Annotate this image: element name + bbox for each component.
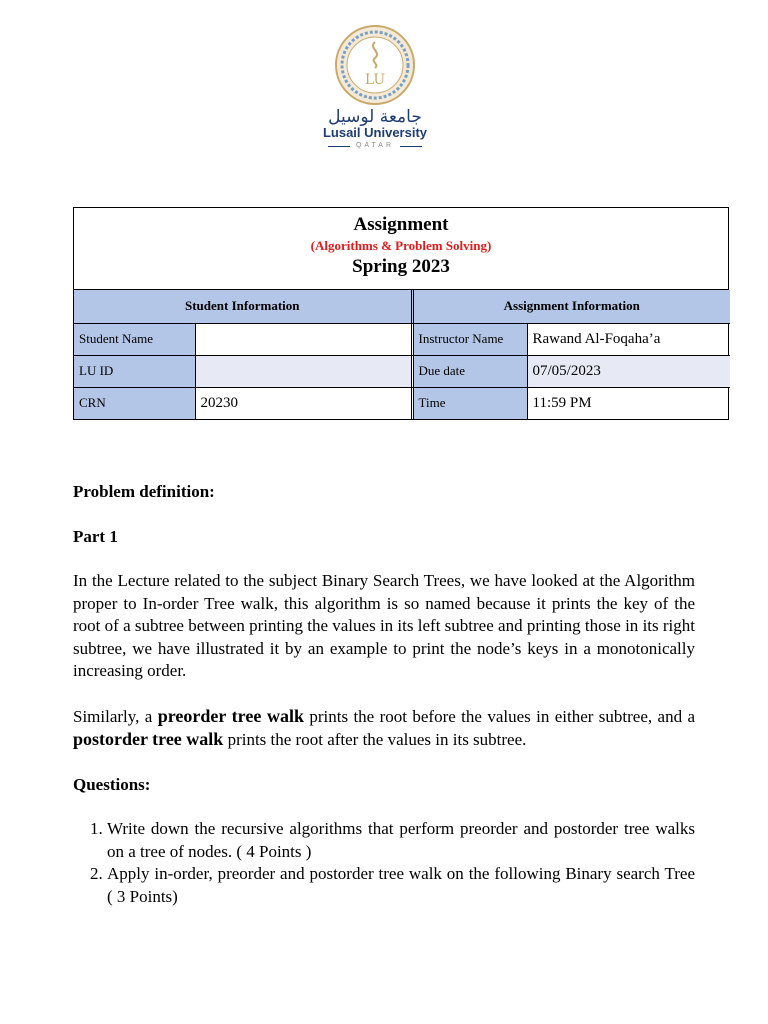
time-label: Time — [413, 387, 527, 419]
instructor-name-value: Rawand Al-Foqaha’a — [527, 323, 730, 355]
questions-list — [73, 818, 695, 908]
university-seal-icon — [334, 24, 416, 106]
due-date-label: Due date — [413, 355, 527, 387]
time-value: 11:59 PM — [527, 387, 730, 419]
crn-value: 20230 — [195, 387, 411, 419]
walks-paragraph — [73, 705, 695, 752]
preorder-term: preorder tree walk — [157, 705, 304, 726]
due-date-value: 07/05/2023 — [527, 355, 730, 387]
student-name-label: Student Name — [74, 323, 195, 355]
table-row — [74, 387, 730, 419]
table-row — [74, 323, 730, 355]
student-info-heading: Student Information — [74, 290, 411, 323]
logo-rule-left — [328, 146, 350, 147]
walks-text-2: prints the root before the values in either subtree, and a — [303, 706, 696, 726]
document-body — [73, 481, 695, 908]
university-logo — [310, 24, 440, 170]
student-name-field[interactable] — [195, 323, 411, 355]
university-arabic-name: جامعة لوسيل — [328, 107, 422, 127]
lu-id-label: LU ID — [74, 355, 195, 387]
problem-definition-heading: Problem definition: — [73, 482, 215, 501]
assignment-header — [74, 208, 728, 290]
walks-text-1: Similarly, a — [73, 706, 158, 726]
part-heading: Part 1 — [73, 526, 118, 546]
course-name: (Algorithms & Problem Solving) — [310, 238, 492, 253]
assignment-info-box — [73, 207, 729, 420]
questions-heading: Questions: — [73, 774, 151, 794]
lu-id-field[interactable] — [195, 355, 411, 387]
crn-label: CRN — [74, 387, 195, 419]
university-country — [310, 140, 440, 152]
logo-country-text: QATAR — [355, 142, 395, 149]
postorder-term: postorder tree walk — [73, 729, 224, 749]
walks-text-3: prints the root after the values in its subtree. — [223, 730, 527, 749]
info-table-header-row — [74, 290, 730, 323]
assignment-info-heading: Assignment Information — [413, 290, 730, 323]
info-table — [74, 290, 730, 419]
instructor-name-label: Instructor Name — [413, 323, 527, 355]
logo-monogram: LU — [364, 72, 386, 88]
logo-rule-right — [400, 146, 422, 147]
assignment-title: Assignment — [353, 214, 449, 235]
list-item: 2. Apply in-order, preorder and postorder tree walk on the following Binary search Tree ( 3 Points) — [107, 863, 695, 908]
term: Spring 2023 — [352, 256, 450, 277]
list-item: 1. Write down the recursive algorithms that perform preorder and postorder tree walks on a tree of nodes. ( 4 Points ) — [107, 818, 695, 863]
intro-paragraph: In the Lecture related to the subject Binary Search Trees, we have looked at the Algorithm proper to In-order Tree walk, this algorithm is so named because it prints the key of the root of a subtree between printing the values in its left subtree and printing those in its right subtree, we have illustrated it by an example to print the node’s keys in a monotonically increasing order. — [73, 571, 695, 680]
university-english-name: Lusail University — [322, 125, 428, 140]
table-row — [74, 355, 730, 387]
